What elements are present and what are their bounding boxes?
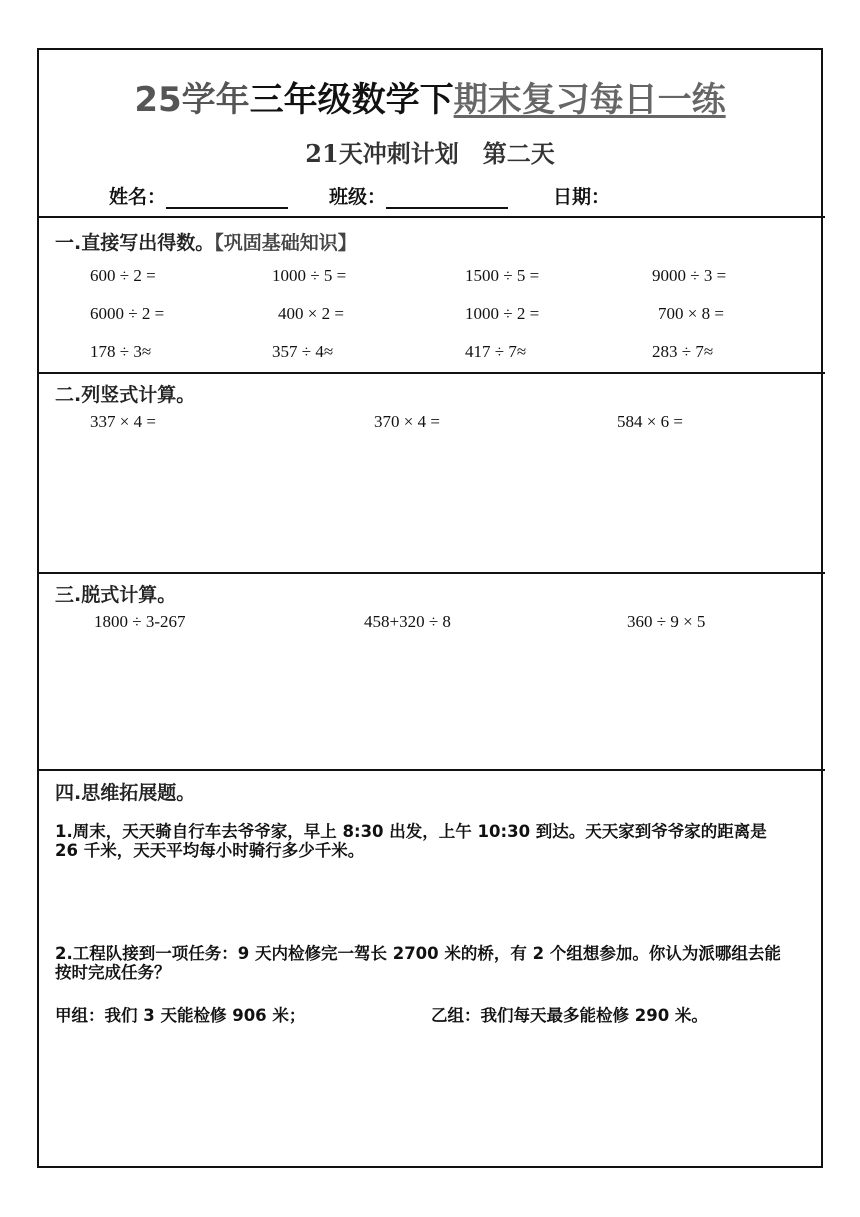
group-b-statement: 乙组：我们每天最多能检修 290 米。 [431,1006,708,1025]
divider [37,572,825,574]
subtitle-day: 第二天 [482,139,555,168]
title-grade: 三年级数学下 [249,80,454,120]
problem: 283 ÷ 7≈ [652,342,714,361]
title-year: 25学年 [134,80,250,120]
section1-title: 一.直接写出得数。【巩固基础知识】 [55,232,357,254]
worksheet-subtitle [39,134,821,169]
section3-title: 三.脱式计算。 [55,584,177,606]
date-label: 日期： [553,186,611,208]
word-problem-1: 1.周末，天天骑自行车去爷爷家，早上 8:30 出发，上午 10:30 到达。天天家到爷爷家的距离是 26 千米，天天平均每小时骑行多少千米。 [55,822,767,860]
divider [37,216,825,218]
section4-title: 四.思维拓展题。 [55,782,196,804]
problem: 700 × 8 = [658,304,724,323]
word-problem-2: 2.工程队接到一项任务：9 天内检修完一驾长 2700 米的桥，有 2 个组想参加。你认为派哪组去能按时完成任务？ [55,944,781,982]
name-label: 姓名： [109,186,167,208]
class-label: 班级： [329,186,387,208]
section2-title: 二.列竖式计算。 [55,384,196,406]
section1-note: 【巩固基础知识】 [214,232,357,254]
title-review: 期末复习每日一练 [453,80,726,120]
problem: 370 × 4 = [374,412,440,431]
problem: 458+320 ÷ 8 [364,612,451,631]
class-blank[interactable] [386,191,508,209]
problem: 360 ÷ 9 × 5 [627,612,706,631]
problem: 337 × 4 = [90,412,156,431]
name-field[interactable] [109,182,288,209]
problem: 1800 ÷ 3-267 [94,612,186,631]
problem: 1000 ÷ 5 = [272,266,347,285]
problem: 584 × 6 = [617,412,683,431]
divider [37,372,825,374]
date-field[interactable] [553,182,610,209]
subtitle-plan: 21天冲刺计划 [305,139,459,168]
problem: 1000 ÷ 2 = [465,304,540,323]
problem: 178 ÷ 3≈ [90,342,152,361]
problem: 357 ÷ 4≈ [272,342,334,361]
problem: 9000 ÷ 3 = [652,266,727,285]
group-a-statement: 甲组：我们 3 天能检修 906 米； [55,1006,306,1025]
problem: 600 ÷ 2 = [90,266,156,285]
worksheet-title [39,72,821,121]
problem: 400 × 2 = [278,304,344,323]
problem: 6000 ÷ 2 = [90,304,165,323]
worksheet [37,48,823,1168]
divider [37,769,825,771]
problem: 1500 ÷ 5 = [465,266,540,285]
class-field[interactable] [329,182,508,209]
problem: 417 ÷ 7≈ [465,342,527,361]
name-blank[interactable] [166,191,288,209]
